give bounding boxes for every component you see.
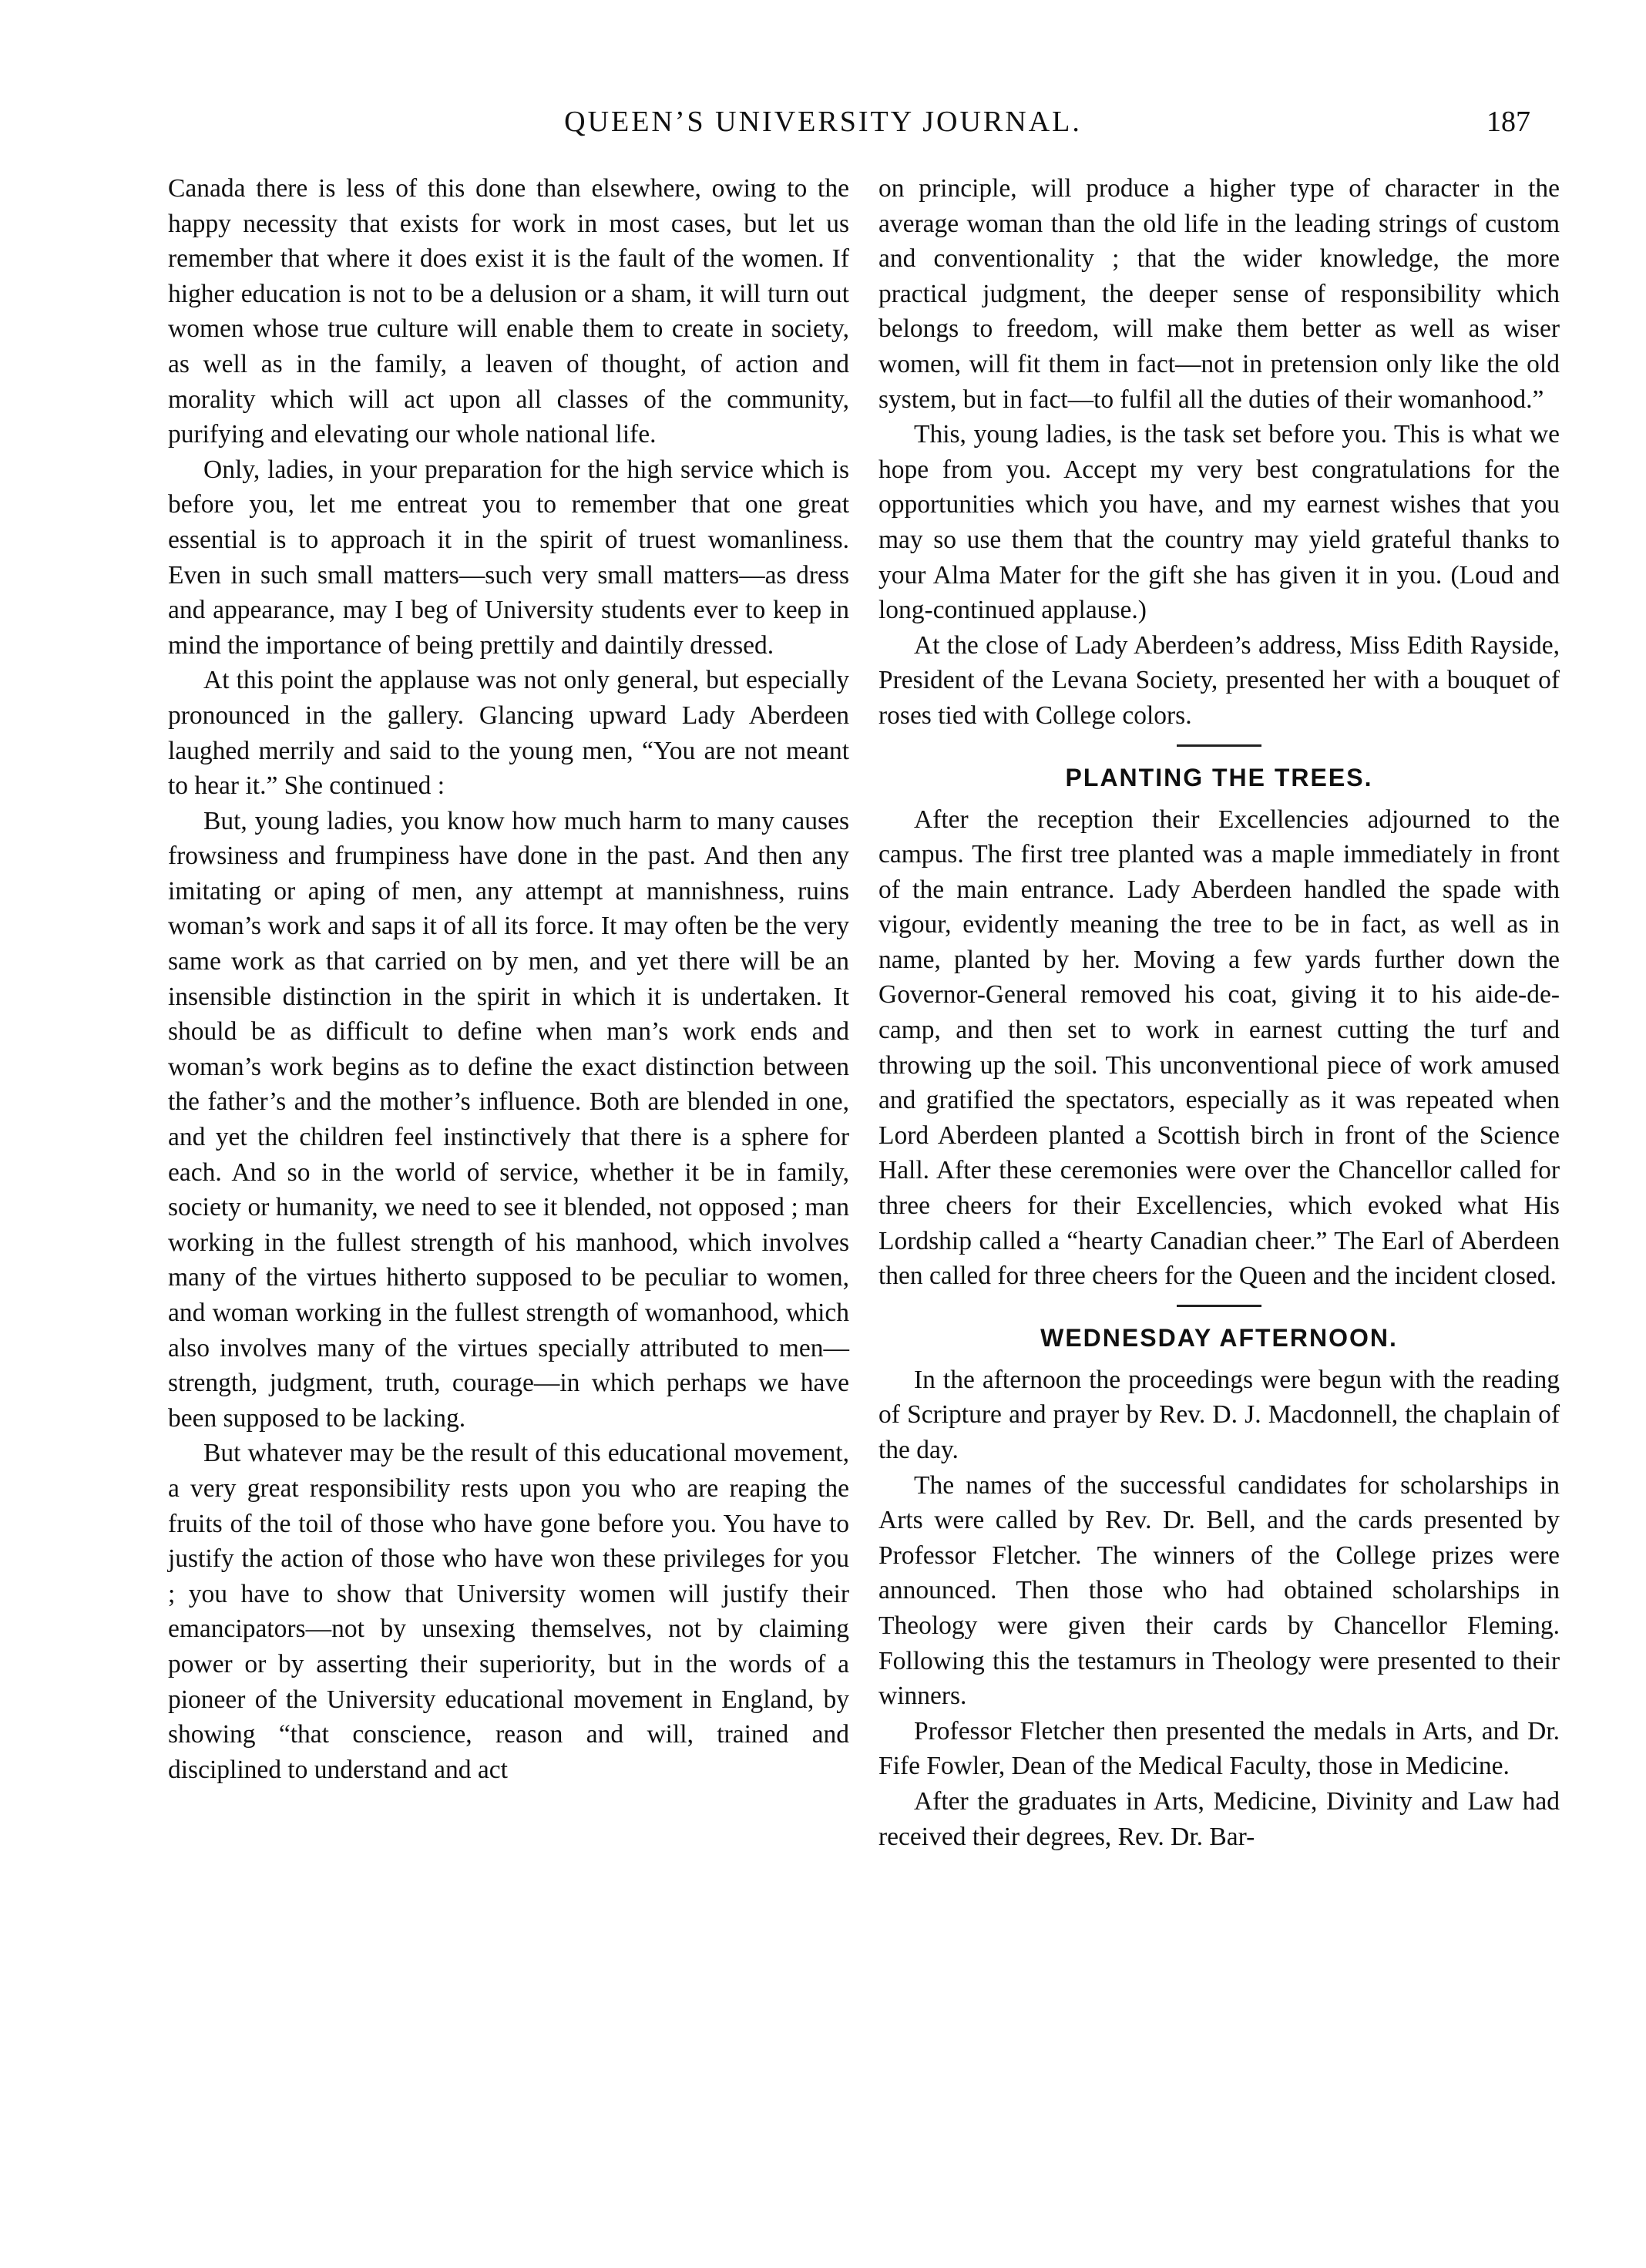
- paragraph: But whatever may be the result of this educational movement, a very great responsibility rests upon you who are reaping the fruits of the toil of those who have gone before you. You have to justify the action of those who have won these privileges for you ; you have to show that University women will justify their emancipators—not by unsexing themselves, not by claiming power or by asserting their superiority, but in the words of a pioneer of the University educational movement in England, by showing “that conscience, reason and will, trained and disciplined to understand and act: [168, 1439, 849, 1784]
- section-divider: [1177, 744, 1261, 747]
- page-header: [0, 105, 1646, 151]
- running-title: QUEEN’S UNIVERSITY JOURNAL.: [564, 106, 1082, 138]
- paragraph: But, young ladies, you know how much harm to many causes frowsiness and frumpiness have done in the past. And then any imitating or aping of men, any attempt at mannishness, ruins woman’s work and saps it of all its force. It may often be the very same work as that carried on by men, and yet there will be an insensible distinction in the spirit in which it is undertaken. It should be as difficult to define when man’s work ends and woman’s work begins as to define the exact distinction between the father’s and the mother’s influence. Both are blended in one, and yet the children feel instinctively that there is a sphere for each. And so in the world of service, whether it be in family, society or humanity, we need to see it blended, not opposed ; man working in the fullest strength of his manhood, which involves many of the virtues hitherto supposed to be peculiar to women, and woman working in the fullest strength of womanhood, which also involves many of the virtues specially attributed to men—strength, judgment, truth, courage—in which perhaps we have been supposed to be lacking.: [168, 806, 849, 1433]
- section-heading-planting: PLANTING THE TREES.: [1065, 763, 1373, 791]
- paragraph: Professor Fletcher then presented the medals in Arts, and Dr. Fife Fowler, Dean of the Medical Faculty, those in Medicine.: [878, 1716, 1560, 1781]
- section-divider: [1177, 1305, 1261, 1307]
- paragraph: on principle, will produce a higher type of character in the average woman than the old life in the leading strings of custom and conventionality ; that the wider knowledge, the more practical judgment, the deeper sense of responsibility which belongs to freedom, will make them better as well as wiser women, will fit them in fact—not in pretension only like the old system, but in fact—to fulfil all the duties of their womanhood.”: [878, 174, 1560, 414]
- page-number: 187: [1486, 106, 1530, 138]
- paragraph: At the close of Lady Aberdeen’s address, Miss Edith Rayside, President of the Levana Society, presented her with a bouquet of roses tied with College colors.: [878, 630, 1560, 730]
- paragraph: The names of the successful candidates for scholarships in Arts were called by Rev. Dr. Bell, and the cards presented by Professor Fletcher. The winners of the College prizes were announced. Then those who had obtained scholarships in Theology were given their cards by Chancellor Fleming. Following this the testamurs in Theology were presented to their winners.: [878, 1470, 1560, 1711]
- paragraph: After the graduates in Arts, Medicine, Divinity and Law had received their degrees, Rev. Dr. Bar-: [878, 1786, 1560, 1851]
- section-heading-wednesday: WEDNESDAY AFTERNOON.: [1040, 1323, 1398, 1352]
- paragraph: This, young ladies, is the task set before you. This is what we hope from you. Accept my very best congratulations for the opportunities which you have, and my earnest wishes that you may so use them that the country may yield grateful thanks to your Alma Mater for the gift she has given it in you. (Loud and long-continued applause.): [878, 420, 1560, 625]
- paragraph: At this point the applause was not only general, but especially pronounced in the gallery. Glancing upward Lady Aberdeen laughed merrily and said to the young men, “You are not meant to hear it.” She continued :: [168, 666, 849, 801]
- left-column: [168, 171, 849, 1787]
- paragraph: Canada there is less of this done than elsewhere, owing to the happy necessity that exists for work in most cases, but let us remember that where it does exist it is the fault of the women. If higher education is not to be a delusion or a sham, it will turn out women whose true culture will enable them to create in society, as well as in the family, a leaven of thought, of action and morality which will act upon all classes of the community, purifying and elevating our whole national life.: [168, 174, 849, 449]
- paragraph: After the reception their Excellencies adjourned to the campus. The first tree planted was a maple immediately in front of the main entrance. Lady Aberdeen handled the spade with vigour, evidently meaning the tree to be in fact, as well as in name, planted by her. Moving a few yards further down the Governor-General removed his coat, giving it to his aide-de-camp, and then set to work in earnest cutting the turf and throwing up the soil. This unconventional piece of work amused and gratified the spectators, especially as it was repeated when Lord Aberdeen planted a Scottish birch in front of the Science Hall. After these ceremonies were over the Chancellor called for three cheers for their Excellencies, which evoked what His Lordship called a “hearty Canadian cheer.” The Earl of Aberdeen then called for three cheers for the Queen and the incident closed.: [878, 805, 1560, 1291]
- paragraph: In the afternoon the proceedings were begun with the reading of Scripture and prayer by Rev. D. J. Macdonnell, the chaplain of the day.: [878, 1365, 1560, 1464]
- right-column: [878, 171, 1560, 1854]
- paragraph: Only, ladies, in your preparation for the high service which is before you, let me entreat you to remember that one great essential is to approach it in the spirit of truest womanliness. Even in such small matters—such very small matters—as dress and appearance, may I beg of University students ever to keep in mind the importance of being prettily and daintily dressed.: [168, 455, 849, 660]
